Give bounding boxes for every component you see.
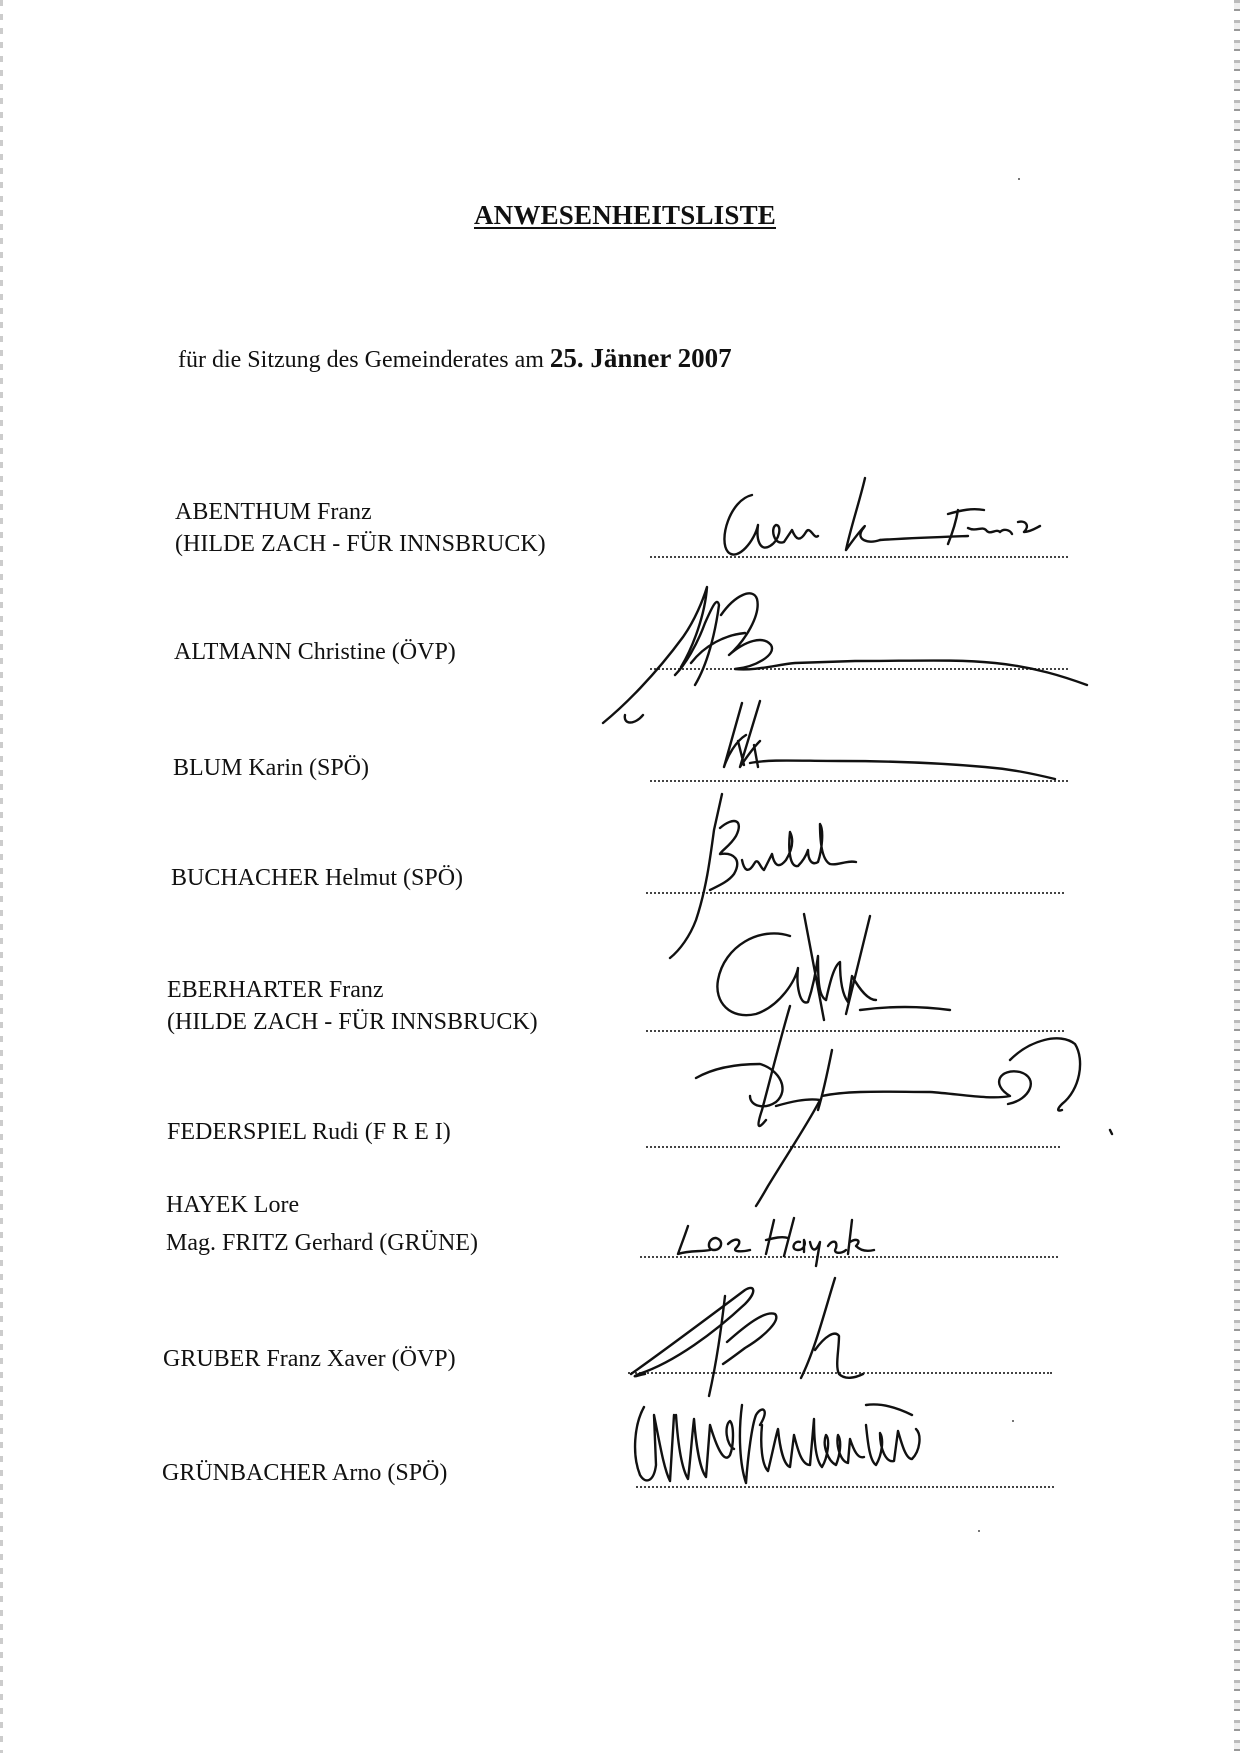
attendee-entry [174,636,456,668]
attendee-entry [166,1189,478,1259]
scan-edge-right [1234,0,1240,1753]
signature-abenthum [700,470,1060,580]
attendee-name: ALTMANN Christine (ÖVP) [174,639,456,665]
attendee-entry [167,974,538,1038]
page-title: ANWESENHEITSLISTE [473,200,777,230]
scan-speck [1012,1420,1014,1422]
scan-speck [1018,178,1020,180]
page-subtitle [178,343,732,374]
signature-hayek [670,1210,890,1270]
attendee-name: FEDERSPIEL Rudi (F R E I) [167,1119,451,1145]
attendee-entry [171,862,463,894]
attendee-name-secondary: Mag. FRITZ Gerhard (GRÜNE) [166,1230,478,1256]
scan-speck [978,1530,980,1532]
attendee-name: ABENTHUM Franz [175,499,372,525]
attendee-name: GRÜNBACHER Arno (SPÖ) [162,1460,448,1486]
subtitle-prefix: für die Sitzung des Gemeinderates am [178,347,544,373]
attendee-name: EBERHARTER Franz [167,977,384,1003]
attendee-entry [162,1457,447,1489]
attendee-entry [173,752,369,784]
signature-gruenbacher [630,1385,950,1495]
attendee-name: BUCHACHER Helmut (SPÖ) [171,865,464,891]
attendee-affiliation: (HILDE ZACH - FÜR INNSBRUCK) [167,1009,538,1035]
signature-blum [710,695,1070,785]
attendee-name: GRUBER Franz Xaver (ÖVP) [163,1346,456,1372]
attendee-entry [175,496,546,560]
attendee-name: HAYEK Lore [166,1192,300,1218]
attendee-entry [163,1343,456,1375]
attendee-affiliation: (HILDE ZACH - FÜR INNSBRUCK) [175,531,546,557]
signature-federspiel [690,1000,1140,1210]
attendee-name: BLUM Karin (SPÖ) [173,755,369,781]
attendee-entry [167,1116,451,1148]
scan-edge-left [0,0,3,1753]
meeting-date: 25. Jänner 2007 [549,343,732,373]
